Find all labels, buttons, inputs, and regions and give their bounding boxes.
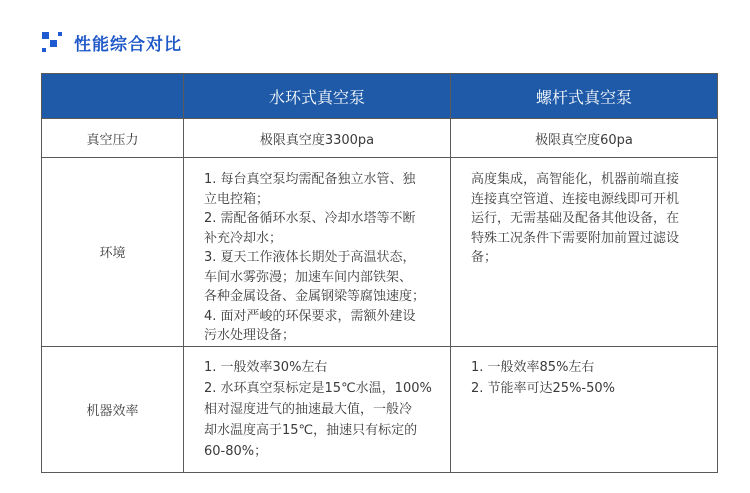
text-line: 2. 节能率可达25%-50%: [471, 380, 616, 396]
text-line: 各种金属设备、金属钢梁等腐蚀速度；: [204, 289, 426, 304]
text-line: 1. 一般效率30%左右: [204, 359, 328, 375]
text-line: 特殊工况条件下需要附加前置过滤设: [471, 230, 680, 246]
cell-efficiency-screw: [451, 346, 718, 472]
row-label-efficiency: 机器效率: [42, 346, 184, 472]
text-line: 高度集成，高智能化，机器前端直接: [471, 172, 680, 187]
text-line: 车间水雾弥漫；加速车间内部铁架、: [204, 269, 413, 285]
text-line: 2. 需配备循环水泵、冷却水塔等不断: [204, 211, 416, 226]
cell-environment-screw: [451, 158, 718, 347]
text-line: 2. 水环真空泵标定是15℃水温，100%: [204, 380, 432, 396]
comparison-table: [41, 73, 718, 473]
header-cell-empty: [42, 74, 184, 119]
text-line: 3. 夏天工作液体长期处于高温状态，: [204, 250, 416, 265]
cell-pressure-water-ring: 极限真空度3300pa: [184, 119, 451, 158]
text-line: 运行，无需基础及配备其他设备，在: [471, 211, 680, 226]
section-title: 性能综合对比: [74, 34, 182, 55]
text-line: 相对湿度进气的抽速最大值，一般冷: [204, 401, 413, 417]
table-row-efficiency: [42, 346, 718, 472]
text-line: 却水温度高于15℃，抽速只有标定的: [204, 422, 418, 438]
text-line: 立电控箱；: [204, 191, 270, 207]
text-line: 污水处理设备；: [204, 328, 296, 343]
text-line: 1. 每台真空泵均需配备独立水管、独: [204, 172, 416, 187]
header-cell-water-ring: 水环式真空泵: [184, 74, 451, 119]
text-line: 补充冷却水；: [204, 230, 283, 246]
row-label-environment: 环境: [42, 158, 184, 347]
text-line: 1. 一般效率85%左右: [471, 359, 595, 375]
text-line: 4. 面对严峻的环保要求，需额外建设: [204, 308, 416, 324]
table-row-pressure: [42, 119, 718, 158]
cell-pressure-screw: 极限真空度60pa: [451, 119, 718, 158]
text-line: 备；: [471, 250, 498, 265]
table-header-row: [42, 74, 718, 119]
table-row-environment: [42, 158, 718, 347]
text-line: 连接真空管道、连接电源线即可开机: [471, 191, 680, 207]
cell-efficiency-water-ring: [184, 346, 451, 472]
section-header: [42, 30, 182, 54]
blue-squares-icon: [42, 32, 62, 52]
cell-environment-water-ring: [184, 158, 451, 347]
row-label-pressure: 真空压力: [42, 119, 184, 158]
header-cell-screw: 螺杆式真空泵: [451, 74, 718, 119]
text-line: 60-80%；: [204, 443, 268, 459]
